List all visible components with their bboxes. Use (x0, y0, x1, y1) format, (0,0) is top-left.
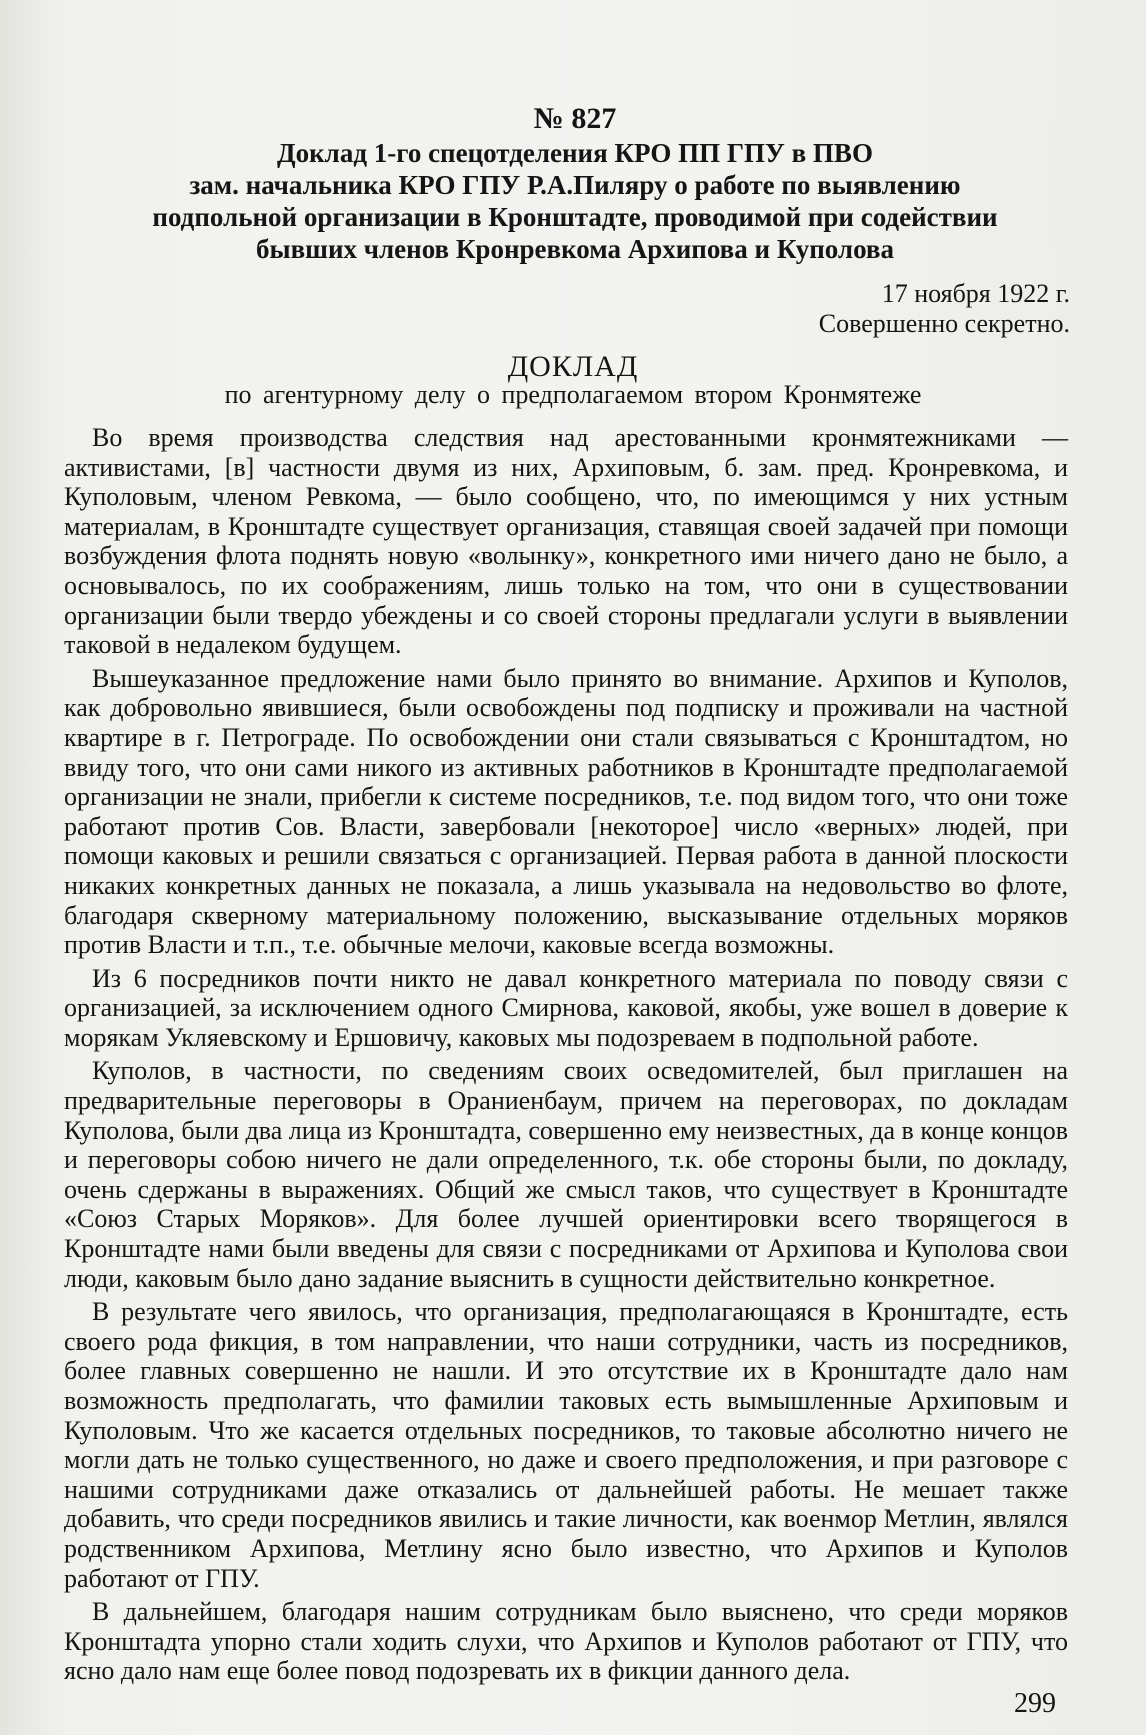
paragraph: В результате чего явилось, что организация, предполагающаяся в Кронштадте, есть своего рода фикция, в том направлении, что наши сотрудники, часть из посредников, более главных совершенно не нашли. И это отсутствие их в Кронштадте дало нам возможность предполагать, что фамилии таковых есть вымышленные Архиповым и Куполовым. Что же касается отдельных посредников, то таковые абсолютно ничего не могли дать не только существенного, но даже и своего предположения, и при разговоре с нашими сотрудниками даже отказались от дальнейшей работы. Не мешает также добавить, что среди посредников явились и такие личности, как военмор Метлин, являлся родственником Архипова, Метлину ясно было известно, что Архипов и Куполов работают от ГПУ. (64, 1297, 1068, 1593)
document-header (100, 103, 1050, 265)
page-number: 299 (1014, 1688, 1056, 1719)
header-title-line: зам. начальника КРО ГПУ Р.А.Пиляру о работе по выявлению (189, 170, 961, 200)
document-body (64, 423, 1068, 1690)
paragraph: Во время производства следствия над арестованными кронмятежниками — активистами, [в] частности двумя из них, Архиповым, б. зам. пред. Кронревкома, и Куполовым, членом Ревкома, — было сообщено, что, по имеющимся у них устным материалам, в Кронштадте существует организация, ставящая своей задачей при помощи возбуждения флота поднять новую «волынку», конкретного ими ничего дано не было, а основывалось, по их соображениям, лишь только на том, что они в существовании организации были твердо убеждены и со своей стороны предлагали услуги в выявлении таковой в недалеком будущем. (64, 423, 1068, 660)
header-title-line: бывших членов Кронревкома Архипова и Куполова (256, 234, 894, 264)
paragraph: Вышеуказанное предложение нами было принято во внимание. Архипов и Куполов, как добровольно явившиеся, были освобождены под подписку и проживали на частной квартире в г. Петрограде. По освобождении они стали связываться с Кронштадтом, но ввиду того, что они сами никого из активных работников в Кронштадте предполагаемой организации не знали, прибегли к системе посредников, т.е. под видом того, что они тоже работают против Сов. Власти, завербовали [некоторое] число «верных» людей, при помощи каковых и решили связаться с организацией. Первая работа в данной плоскости никаких конкретных данных не показала, а лишь указывала на недовольство во флоте, благодаря скверному материальному положению, высказывание отдельных моряков против Власти и т.п., т.е. обычные мелочи, каковые всегда возможны. (64, 663, 1068, 960)
document-number: № 827 (533, 102, 617, 135)
header-title-line: подпольной организации в Кронштадте, проводимой при содействии (152, 202, 998, 232)
doc-title: ДОКЛАД (507, 350, 639, 383)
paragraph: В дальнейшем, благодаря нашим сотрудникам было выяснено, что среди моряков Кронштадта упорно стали ходить слухи, что Архипов и Куполов работают от ГПУ, что ясно дало нам еще более повод подозревать их в фикции данного дела. (64, 1597, 1068, 1686)
header-title-line: Доклад 1-го спецотделения КРО ПП ГПУ в ПВО (277, 138, 873, 168)
document-date: 17 ноября 1922 г. (881, 279, 1070, 308)
paragraph: Куполов, в частности, по сведениям своих осведомителей, был приглашен на предварительные переговоры в Ораниенбаум, причем на переговорах, по докладам Куполова, были два лица из Кронштадта, совершенно ему неизвестных, да в конце концов и переговоры собою ничего не дали определенного, т.к. обе стороны были, по докладу, очень сдержаны в выражениях. Общий же смысл таков, что существует в Кронштадте «Союз Старых Моряков». Для более лучшей ориентировки всего творящегося в Кронштадте нами были введены для связи с посредниками от Архипова и Куполова свои люди, каковым было дано задание выяснить в сущности действительно конкретное. (64, 1056, 1068, 1293)
doc-subtitle: по агентурному делу о предполагаемом втором Кронмятеже (224, 380, 922, 409)
paragraph: Из 6 посредников почти никто не давал конкретного материала по поводу связи с организацией, за исключением одного Смирнова, каковой, якобы, уже вошел в доверие к морякам Укляевскому и Ершовичу, каковых мы подозреваем в подпольной работе. (64, 963, 1068, 1052)
classification-label: Совершенно секретно. (818, 309, 1070, 338)
